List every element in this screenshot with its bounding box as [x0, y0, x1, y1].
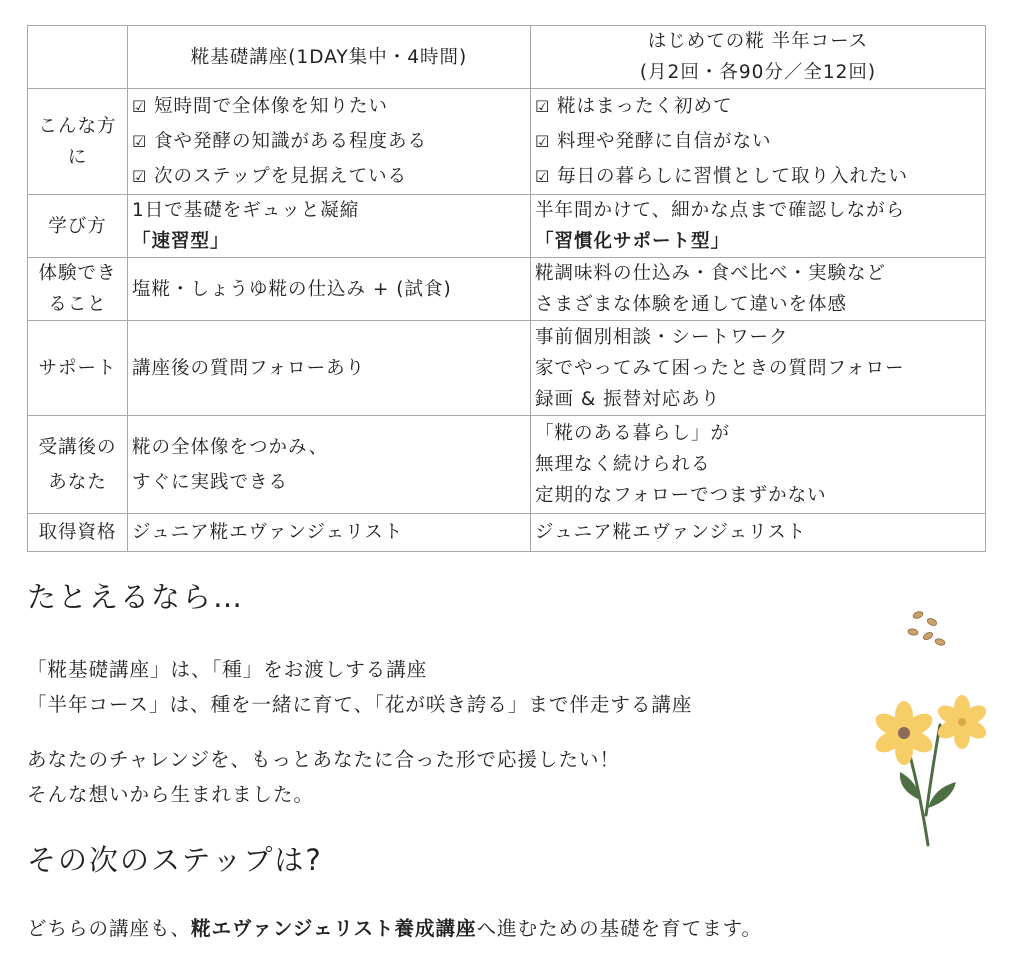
checklist-item: ☑ 次のステップを見据えている — [132, 159, 526, 194]
cell-halfyear-after-course — [531, 416, 986, 514]
row-label-target — [28, 89, 128, 195]
evangelist-course-name: 糀エヴァンジェリスト養成講座 — [191, 917, 477, 940]
paragraph-line: 「半年コース」は、種を一緒に育て、「花が咲き誇る」まで伴走する講座 — [27, 693, 693, 716]
cell-line: 家でやってみて困ったときの質問フォロー — [535, 357, 905, 379]
checkbox-checked-icon: ☑ — [535, 97, 551, 116]
cell-basic-support — [128, 321, 531, 416]
cell-line: 無理なく続けられる — [535, 454, 711, 475]
flower-icon — [935, 695, 990, 749]
table-row-target — [28, 89, 986, 195]
motivation-paragraph — [27, 742, 620, 812]
row-label-line: に — [67, 146, 88, 168]
row-label-learning-style — [28, 195, 128, 258]
row-label-after-course — [28, 416, 128, 514]
cell-basic-after-course — [128, 416, 531, 514]
cell-line: さまざまな体験を通して違いを体感 — [535, 294, 848, 315]
cell-line: 講座後の質問フォローあり — [132, 357, 366, 379]
cell-line: 糀調味料の仕込み・食べ比べ・実験など — [535, 263, 887, 284]
cell-halfyear-target — [531, 89, 986, 195]
checklist-item: ☑ 料理や発酵に自信がない — [535, 124, 981, 159]
row-label-line: 取得資格 — [38, 522, 117, 543]
cell-line: 1日で基礎をギュッと凝縮 — [132, 200, 360, 221]
row-label-support — [28, 321, 128, 416]
row-label-certification — [28, 514, 128, 552]
next-step-text: どちらの講座も、 — [27, 917, 192, 940]
checkbox-checked-icon: ☑ — [132, 97, 148, 116]
cell-halfyear-certification — [531, 514, 986, 552]
analogy-paragraph — [27, 652, 692, 722]
comparison-table — [27, 25, 986, 552]
next-step-paragraph — [27, 911, 762, 946]
row-label-line: あなた — [48, 471, 107, 493]
header-course-halfyear-line2: (月2回・各90分／全12回) — [639, 62, 877, 83]
checkbox-checked-icon: ☑ — [535, 132, 551, 151]
row-label-line: 体験でき — [38, 263, 117, 284]
paragraph-line: あなたのチャレンジを、もっとあなたに合った形で応援したい！ — [27, 748, 620, 771]
flower-icon — [872, 701, 936, 765]
cell-line: 半年間かけて、細かな点まで確認しながら — [535, 200, 906, 221]
paragraph-line: そんな想いから生まれました。 — [27, 783, 315, 806]
cell-basic-certification — [128, 514, 531, 552]
cell-line: すぐに実践できる — [132, 471, 289, 493]
checklist-item: ☑ 毎日の暮らしに習慣として取り入れたい — [535, 159, 981, 194]
cell-halfyear-support — [531, 321, 986, 416]
header-empty-cell — [28, 26, 128, 89]
paragraph-line: 「糀基礎講座」は、「種」をお渡しする講座 — [27, 658, 428, 681]
cell-line: 事前個別相談・シートワーク — [535, 326, 789, 348]
row-label-experience — [28, 258, 128, 321]
checkbox-checked-icon: ☑ — [132, 167, 148, 186]
seed-icon — [908, 610, 946, 646]
section-heading-analogy: たとえるなら… — [27, 580, 245, 614]
cell-line: 録画 & 振替対応あり — [535, 388, 721, 410]
table-row-experience — [28, 258, 986, 321]
cell-line: 塩糀・しょうゆ糀の仕込み + (試食) — [132, 278, 452, 300]
cell-basic-experience — [128, 258, 531, 321]
cell-basic-target — [128, 89, 531, 195]
header-course-halfyear — [531, 26, 986, 89]
checkbox-checked-icon: ☑ — [132, 132, 148, 151]
row-label-line: 受講後の — [38, 436, 117, 458]
header-course-halfyear-line1: はじめての糀 半年コース — [647, 31, 869, 52]
row-label-line: ること — [48, 294, 107, 315]
cell-line: 「糀のある暮らし」が — [535, 423, 731, 444]
cell-line: ジュニア糀エヴァンジェリスト — [535, 522, 807, 543]
header-course-basic: 糀基礎講座(1DAY集中・4時間) — [128, 26, 531, 89]
flower-and-seeds-icon — [860, 600, 1000, 854]
cell-line: 糀の全体像をつかみ、 — [132, 436, 329, 458]
cell-line: ジュニア糀エヴァンジェリスト — [132, 522, 404, 543]
learning-type-label: 「速習型」 — [132, 231, 230, 252]
cell-line: 定期的なフォローでつまずかない — [535, 485, 827, 506]
cell-basic-learning-style — [128, 195, 531, 258]
cell-halfyear-experience — [531, 258, 986, 321]
row-label-line: 学び方 — [48, 215, 107, 237]
checklist-item: ☑ 短時間で全体像を知りたい — [132, 89, 526, 124]
section-heading-next-step: その次のステップは? — [27, 843, 323, 877]
table-row-certification — [28, 514, 986, 552]
table-header-row — [28, 26, 986, 89]
next-step-text: へ進むための基礎を育てます。 — [476, 917, 763, 940]
table-row-learning-style — [28, 195, 986, 258]
table-row-support — [28, 321, 986, 416]
table-row-after-course — [28, 416, 986, 514]
checkbox-checked-icon: ☑ — [535, 167, 551, 186]
checklist-item: ☑ 食や発酵の知識がある程度ある — [132, 124, 526, 159]
row-label-line: こんな方 — [38, 115, 117, 137]
checklist-item: ☑ 糀はまったく初めて — [535, 89, 981, 124]
row-label-line: サポート — [38, 357, 117, 379]
learning-type-label: 「習慣化サポート型」 — [535, 231, 731, 252]
cell-halfyear-learning-style — [531, 195, 986, 258]
